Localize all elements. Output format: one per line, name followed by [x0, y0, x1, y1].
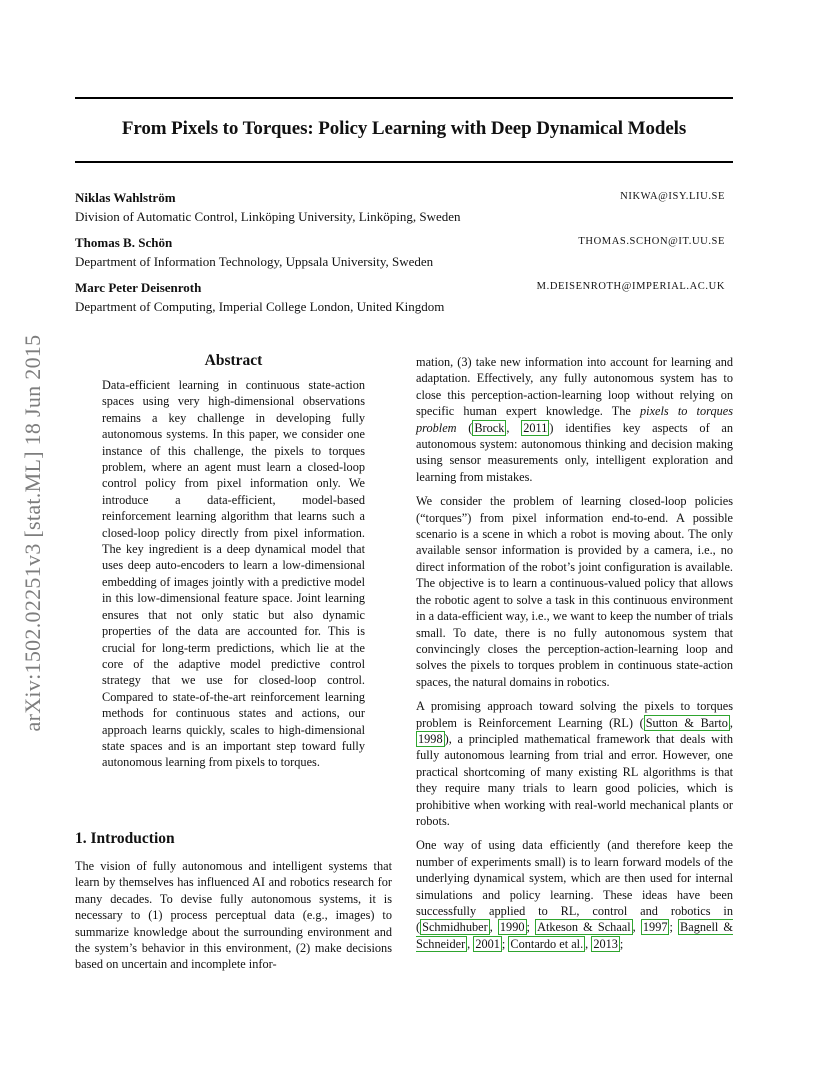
section-heading-introduction: 1. Introduction [75, 830, 175, 847]
citation-link[interactable]: 1998 [418, 731, 443, 746]
intro-paragraph: We consider the problem of learning closed-loop policies (“torques”) from pixel information end-to-end. A possible scenario is a scene in which a robot is moving about. The only available sensor information is provided by a camera, i.e., no direct information of the robot’s joint configuration is available. The objective is to learn a continuous-valued policy that allows the robotic agent to solve a task in this continuous environment in a data-efficient way, i.e., we want to keep the number of trials small. To date, there is no fully autonomous system that convincingly closes the perception-action-learning loop and solves the pixels to torques problem in continuous state-action spaces, the natural domains in robotics. [416, 494, 733, 689]
citation-link[interactable]: 2001 [475, 936, 500, 951]
intro-paragraph: One way of using data efficiently (and therefore keep the number of experiments small) is to learn forward models of the underlying dynamical system, which are then used for internal simulations and policy learning. These ideas have been successfully applied to RL, control and robotics in ( Schmidhuber , 1990 ; Atkeson & Schaal , 1997 ; Bagnell & Schneider , 2001 ; Contardo et al. , 2013 ; [416, 838, 733, 951]
citation-link[interactable]: 1997 [642, 920, 668, 935]
citation-link[interactable]: 1990 [499, 920, 525, 935]
author-name: Marc Peter Deisenroth [75, 280, 202, 295]
citation-link[interactable]: Atkeson & Schaal [537, 920, 631, 935]
author-email[interactable]: NIKWA@ISY.LIU.SE [620, 191, 725, 202]
author-name: Niklas Wahlström [75, 190, 176, 205]
right-column [416, 354, 733, 960]
author-email[interactable]: M.DEISENROTH@IMPERIAL.AC.UK [536, 281, 725, 292]
author-affiliation: Division of Automatic Control, Linköping University, Linköping, Sweden [75, 209, 461, 224]
citation-link[interactable]: 2011 [523, 420, 548, 435]
citation-link[interactable]: 2013 [593, 936, 618, 951]
citation-link[interactable]: Bagnell & Schneider [416, 920, 733, 951]
citation-link[interactable]: Brock [474, 420, 505, 435]
author-affiliation: Department of Information Technology, Uppsala University, Sweden [75, 254, 434, 269]
intro-paragraph: mation, (3) take new information into account for learning and adaptation. Effectively, any fully autonomous system has to close this perception-action-learning loop without relying on specific human expert knowledge. The pixels to torques problem ( Brock , 2011 ) identifies key aspects of an autonomous system: autonomous thinking and decision making using sensor measurements only, intelligent exploration and learning from mistakes. [416, 355, 733, 484]
paper-title: From Pixels to Torques: Policy Learning with Deep Dynamical Models [121, 118, 687, 139]
citation-link[interactable]: Sutton & Barto [645, 715, 728, 730]
arxiv-identifier-text: arXiv:1502.02251v3 [stat.ML] 18 Jun 2015 [20, 334, 45, 731]
author-email[interactable]: THOMAS.SCHON@IT.UU.SE [578, 236, 725, 247]
author-affiliation: Department of Computing, Imperial College London, United Kingdom [75, 299, 445, 314]
title-rule-top [75, 97, 733, 99]
citation-link[interactable]: Schmidhuber [422, 920, 488, 935]
title-rule-bottom [75, 161, 733, 163]
arxiv-identifier [22, 290, 44, 775]
citation-link[interactable]: Contardo et al. [510, 936, 584, 951]
abstract-heading: Abstract [204, 352, 263, 369]
abstract-text: Data-efficient learning in continuous state-action spaces using very high-dimensional observations remains a key challenge in developing fully autonomous systems. In this paper, we consider one instance of this challenge, the pixels to torques problem, where an agent must learn a closed-loop control policy from pixel information only. We introduce a data-efficient, model-based reinforcement learning algorithm that learns such a closed-loop policy directly from pixel information. The key ingredient is a deep dynamical model that uses deep auto-encoders to learn a low-dimensional embedding of images jointly with a predictive model in this low-dimensional feature space. Joint learning ensures that not only static but also dynamic properties of the data are accounted for. This is crucial for long-term predictions, which lie at the core of the adaptive model predictive control strategy that we use for closed-loop control. Compared to state-of-the-art reinforcement learning methods for continuous states and actions, our approach learns quickly, scales to high-dimensional state spaces and is an important step toward fully autonomous learning from pixels to torques. [102, 378, 365, 770]
intro-paragraph: The vision of fully autonomous and intelligent systems that learn by themselves has influenced AI and robotics research for many decades. To devise fully autonomous systems, it is necessary to (1) process perceptual data (e.g., images) to summarize knowledge about the surrounding environment and the system’s behavior in this environment, (2) make decisions based on uncertain and incomplete infor- [75, 859, 392, 972]
intro-paragraph: A promising approach toward solving the pixels to torques problem is Reinforcement Learning (RL) ( Sutton & Barto , 1998 ), a principled mathematical framework that deals with fully autonomous learning from trial and error. However, one practical shortcoming of many existing RL algorithms is that they require many trials to learn good policies, which is prohibitive when working with real-world mechanical plants or robots. [416, 699, 733, 828]
author-name: Thomas B. Schön [75, 235, 173, 250]
